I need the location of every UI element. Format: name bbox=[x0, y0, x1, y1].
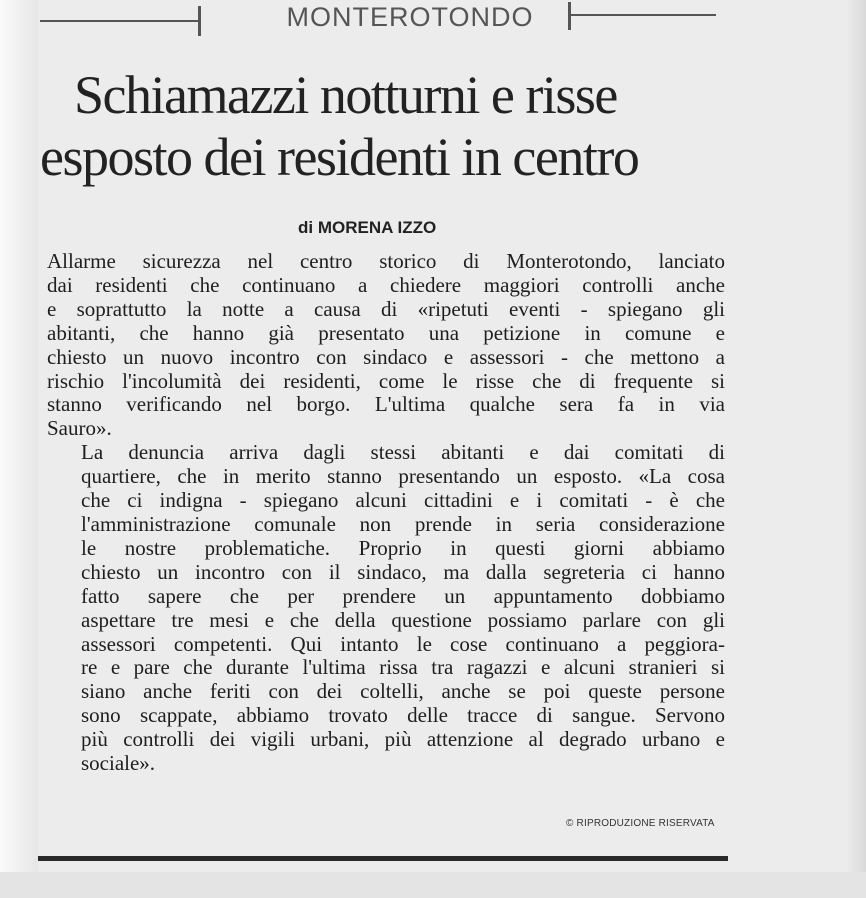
text-line: La denuncia arriva dagli stessi abitanti e dai comitati di bbox=[81, 440, 725, 465]
text-line: sono scappate, abbiamo trovato delle tracce di sangue. Servono bbox=[81, 703, 725, 728]
text-line: Allarme sicurezza nel centro storico di Monterotondo, lanciato bbox=[47, 249, 725, 273]
headline-line-1: Schiamazzi notturni e risse bbox=[74, 65, 617, 125]
text-line: e soprattutto la notte a causa di «ripetuti eventi - spiegano gli bbox=[47, 296, 725, 321]
paragraph-1 bbox=[47, 250, 725, 441]
byline bbox=[298, 218, 436, 238]
scan-shadow bbox=[846, 0, 866, 898]
text-line: che ci indigna - spiegano alcuni cittadini e i comitati - è che bbox=[81, 488, 725, 513]
section-rule-left bbox=[40, 20, 200, 22]
text-line: abitanti, che hanno già presentato una petizione in comune e bbox=[47, 320, 725, 345]
section-rule-right bbox=[568, 14, 716, 16]
text-line: rischio l'incolumità dei residenti, come le risse che di frequente si bbox=[47, 368, 725, 393]
text-line: quartiere, che in merito stanno presentando un esposto. «La cosa bbox=[81, 464, 725, 489]
section-label: MONTEROTONDO bbox=[286, 2, 534, 32]
section-tick-right bbox=[568, 2, 571, 30]
copyright-notice: © RIPRODUZIONE RISERVATA bbox=[566, 818, 715, 829]
text-line: re e pare che durante l'ultima rissa tra ragazzi e alcuni stranieri si bbox=[81, 655, 725, 680]
bottom-rule bbox=[38, 856, 728, 861]
text-line: dai residenti che continuano a chiedere maggiori controlli anche bbox=[47, 272, 725, 297]
text-line: assessori competenti. Qui intanto le cose continuano a peggiora- bbox=[81, 631, 725, 656]
text-line: sociale». bbox=[81, 751, 156, 776]
text-line: Sauro». bbox=[47, 416, 112, 441]
text-line: aspettare tre mesi e che della questione possiamo parlare con gli bbox=[81, 607, 725, 632]
text-line: più controlli dei vigili urbani, più attenzione al degrado urbano e bbox=[81, 727, 725, 752]
article-body bbox=[47, 250, 725, 776]
byline-author: MORENA IZZO bbox=[317, 218, 437, 237]
paragraph-2 bbox=[47, 441, 725, 776]
text-line: le nostre problematiche. Proprio in questi giorni abbiamo bbox=[81, 535, 725, 560]
scan-bottom-margin bbox=[0, 872, 866, 898]
headline-line-2: esposto dei residenti in centro bbox=[40, 127, 639, 187]
text-line: fatto sapere che per prendere un appuntamento dobbiamo bbox=[81, 583, 725, 608]
text-line: chiesto un incontro con il sindaco, ma dalla segreteria ci hanno bbox=[81, 559, 725, 584]
text-line: stanno verificando nel borgo. L'ultima qualche sera fa in via bbox=[47, 392, 725, 417]
section-tick-left bbox=[198, 6, 201, 36]
text-line: chiesto un nuovo incontro con sindaco e assessori - che mettono a bbox=[47, 344, 725, 369]
headline bbox=[40, 64, 740, 188]
text-line: l'amministrazione comunale non prende in seria considerazione bbox=[81, 511, 725, 536]
scan-margin bbox=[0, 0, 38, 898]
byline-prefix: di bbox=[298, 218, 314, 237]
text-line: siano anche feriti con dei coltelli, anche se poi queste persone bbox=[81, 679, 725, 704]
